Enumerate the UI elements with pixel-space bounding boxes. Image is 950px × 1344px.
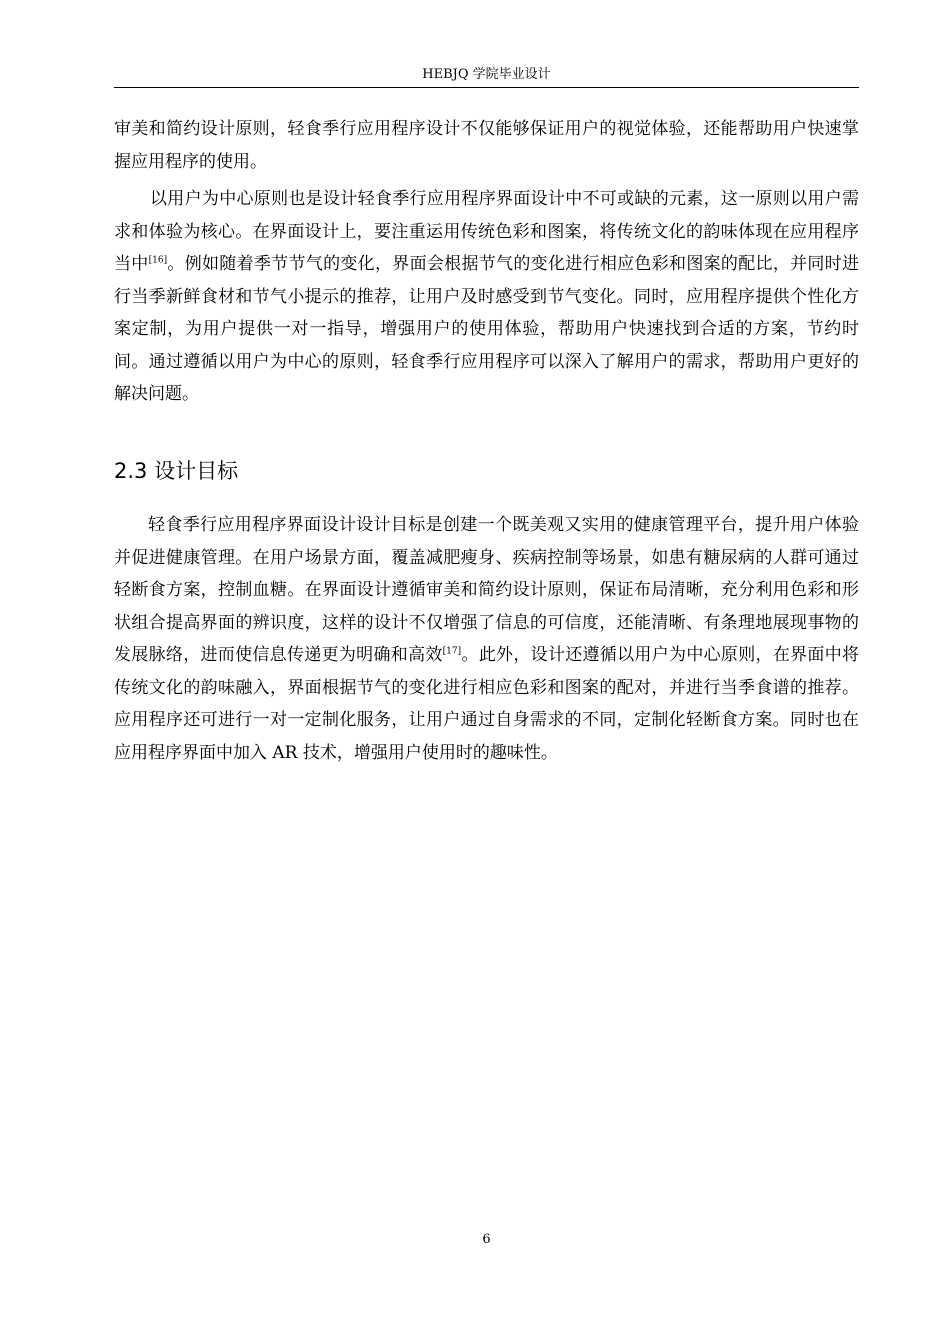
paragraph-3-text-b: 。此外，设计还遵循以用户为中心原则，在界面中将传统文化的韵味融入，界面根据节气的变化进行相应色彩和图案的配对，并进行当季食谱的推荐。应用程序还可进行一对一定制化服务，让用户通过自身需求的不同，定制化轻断食方案。同时也在应用程序界面中加入 AR 技术，增强用户使用时的趣味性。	[114, 645, 860, 763]
paragraph-2-text-a: 以用户为中心原则也是设计轻食季行应用程序界面设计中不可或缺的元素，这一原则以用户需求和体验为核心。在界面设计上，要注重运用传统色彩和图案，将传统文化的韵味体现在应用程序当中	[114, 189, 859, 274]
citation-17: [17]	[442, 646, 462, 657]
page-number: 6	[482, 1232, 491, 1247]
paragraph-2	[114, 183, 859, 411]
paragraph-1	[114, 113, 859, 178]
page-header: HEBJQ 学院毕业设计	[422, 67, 551, 82]
paragraph-3-text-a: 轻食季行应用程序界面设计设计目标是创建一个既美观又实用的健康管理平台，提升用户体验并促进健康管理。在用户场景方面，覆盖减肥瘦身、疾病控制等场景，如患有糖尿病的人群可通过轻断食方案，控制血糖。在界面设计遵循审美和简约设计原则，保证布局清晰，充分利用色彩和形状组合提高界面的辨识度，这样的设计不仅增强了信息的可信度，还能清晰、有条理地展现事物的发展脉络，进而使信息传递更为明确和高效	[114, 515, 859, 665]
header-divider	[114, 87, 859, 88]
paragraph-2-text-b: 。例如随着季节节气的变化，界面会根据节气的变化进行相应色彩和图案的配比，并同时进行当季新鲜食材和节气小提示的推荐，让用户及时感受到节气变化。同时，应用程序提供个性化方案定制，为用户提供一对一指导，增强用户的使用体验，帮助用户快速找到合适的方案，节约时间。通过遵循以用户为中心的原则，轻食季行应用程序可以深入了解用户的需求，帮助用户更好的解决问题。	[114, 254, 860, 404]
section-heading: 2.3 设计目标	[114, 459, 239, 483]
paragraph-3	[114, 509, 859, 769]
paragraph-1-text: 审美和简约设计原则，轻食季行应用程序设计不仅能够保证用户的视觉体验，还能帮助用户快速掌握应用程序的使用。	[114, 119, 859, 172]
citation-16: [16]	[148, 255, 168, 266]
